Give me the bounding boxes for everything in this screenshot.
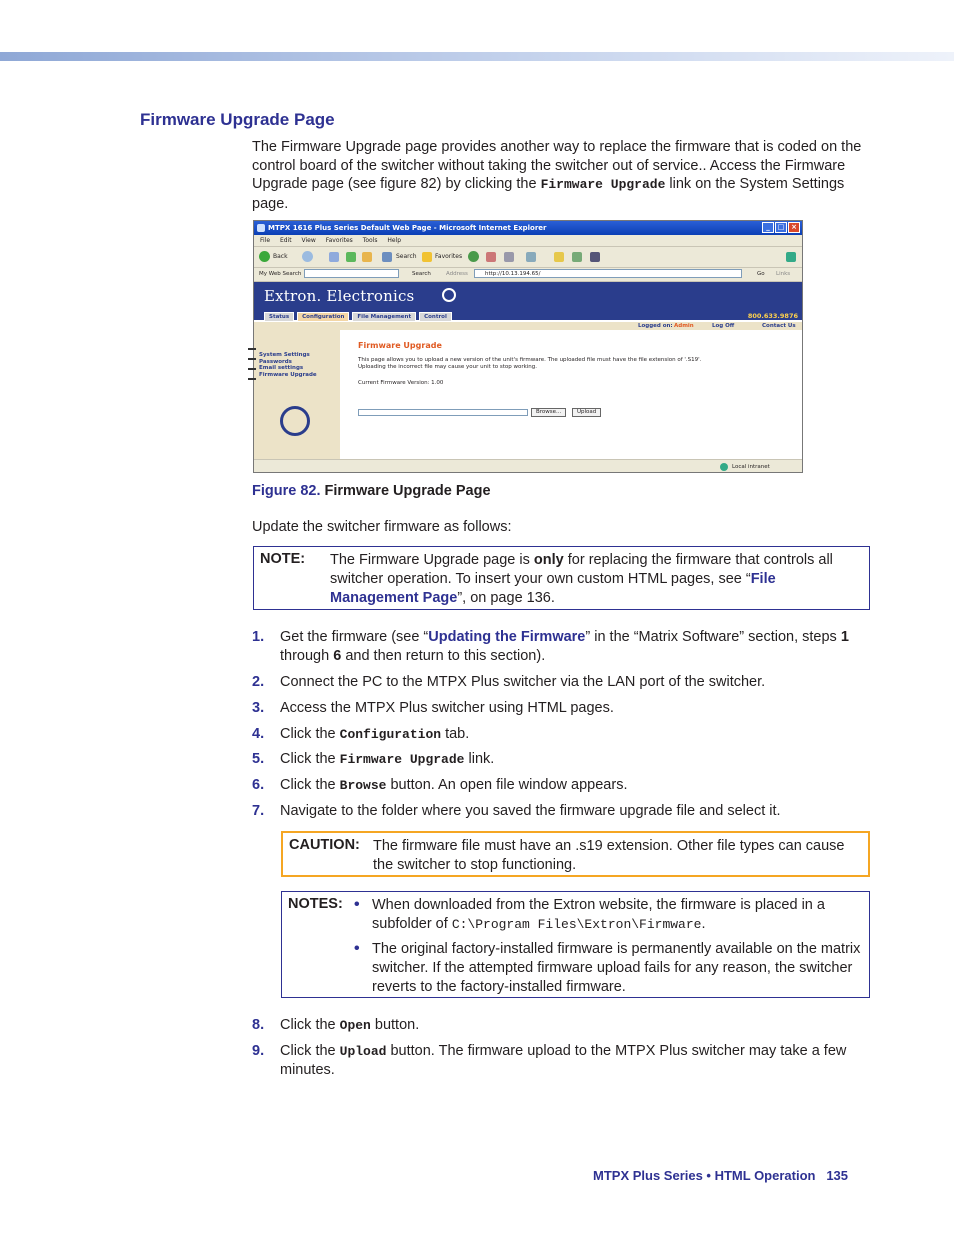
caution-box	[281, 831, 870, 877]
go-button[interactable]: Go	[757, 271, 765, 277]
notes-code: C:\Program Files\Extron\Firmware	[451, 917, 702, 932]
step-code: Configuration	[339, 727, 442, 742]
websearch-label: My Web Search	[259, 271, 302, 277]
minimize-icon[interactable]: _	[762, 222, 774, 233]
nav-tabs	[264, 312, 452, 322]
intro-text-1: The Firmware Upgrade page provides another way to replace the firmware that is coded on the control board of the switcher without taking the switcher out of service.. Access the Firmware Upgrade page (see figure 82) by clicking the	[252, 139, 862, 192]
step-text-part: and then return to this section).	[341, 648, 546, 664]
caution-label: CAUTION:	[289, 837, 360, 853]
menu-file[interactable]: File	[260, 237, 271, 244]
footer-text: MTPX Plus Series • HTML Operation	[593, 1168, 816, 1183]
notes-label: NOTES:	[288, 896, 343, 912]
contact-us-link[interactable]: Contact Us	[762, 323, 796, 329]
messenger-icon[interactable]	[572, 252, 582, 262]
search-icon[interactable]	[382, 252, 392, 262]
updating-firmware-link[interactable]: Updating the Firmware	[428, 629, 586, 645]
step-bold: 1	[840, 629, 849, 645]
notes-text-part: When downloaded from the Extron website, the firmware is placed in a subfolder of	[372, 897, 825, 932]
step-text-part: Click the	[280, 1043, 340, 1059]
edit-icon[interactable]	[526, 252, 536, 262]
step-text-part: through	[280, 648, 334, 664]
step-text	[280, 1016, 860, 1035]
back-icon[interactable]	[259, 251, 270, 262]
header-band	[0, 52, 954, 61]
note-text-2: for replacing the firmware that controls all switcher operation. To insert your own custom HTML pages, see “	[330, 552, 833, 587]
step-code: Firmware Upgrade	[339, 752, 465, 767]
figure-number: Figure 82.	[252, 483, 321, 499]
menu-tools[interactable]: Tools	[362, 237, 378, 244]
step-number: 8.	[252, 1017, 265, 1033]
side-item-passwords[interactable]: Passwords	[259, 358, 292, 365]
upload-button[interactable]: Upload	[572, 408, 601, 417]
step-text-part: Click the	[280, 1017, 340, 1033]
side-item-email-settings[interactable]: Email settings	[259, 365, 304, 371]
menu-edit[interactable]: Edit	[279, 237, 292, 244]
step-code: Browse	[339, 778, 387, 793]
step-text-part: Click the	[280, 726, 340, 742]
step-text	[280, 725, 860, 744]
stop-icon[interactable]	[329, 252, 339, 262]
tab-control[interactable]: Control	[419, 312, 452, 322]
step-number: 5.	[252, 751, 265, 767]
forward-icon[interactable]	[302, 251, 313, 262]
page-footer	[593, 1168, 848, 1183]
intranet-icon	[720, 463, 728, 471]
content-heading: Firmware Upgrade	[358, 341, 442, 350]
pointer-mark	[248, 348, 256, 350]
step-number: 6.	[252, 777, 265, 793]
step-code: Upload	[339, 1044, 387, 1059]
bullet-icon: •	[354, 896, 360, 913]
note-text-1: The Firmware Upgrade page is	[330, 552, 534, 568]
step-number: 2.	[252, 674, 265, 690]
web-page	[254, 282, 802, 459]
tab-status[interactable]: Status	[264, 312, 294, 322]
address-label: Address	[446, 271, 468, 277]
step-text-part: button. An open file window appears.	[386, 777, 628, 793]
logged-on-label: Logged on:	[638, 323, 673, 329]
side-item-system-settings[interactable]: System Settings	[259, 352, 310, 358]
step-code: Open	[339, 1018, 371, 1033]
step-text-part: Click the	[280, 751, 340, 767]
close-icon[interactable]: ×	[788, 222, 800, 233]
pointer-mark	[248, 368, 256, 370]
extron-logo-icon	[442, 288, 456, 302]
step-text-part: Get the firmware (see “	[280, 629, 429, 645]
folder-icon[interactable]	[554, 252, 564, 262]
websearch-input[interactable]	[304, 269, 399, 278]
links-label[interactable]: Links	[776, 271, 791, 277]
bullet-icon: •	[354, 940, 360, 957]
step-number: 1.	[252, 629, 265, 645]
refresh-icon[interactable]	[346, 252, 356, 262]
step-text	[280, 750, 860, 769]
pointer-mark	[248, 358, 256, 360]
notes-item-1	[372, 896, 866, 934]
menu-help[interactable]: Help	[387, 237, 402, 244]
step-text: Connect the PC to the MTPX Plus switcher via the LAN port of the switcher.	[280, 674, 766, 690]
window-title: MTPX 1616 Plus Series Default Web Page - Microsoft Internet Explorer	[268, 224, 547, 232]
extron-seal-icon	[280, 406, 310, 436]
maximize-icon[interactable]: □	[775, 222, 787, 233]
step-text-part: link.	[464, 751, 495, 767]
status-bar	[254, 459, 802, 473]
favorites-label[interactable]: Favorites	[435, 253, 463, 260]
browser-screenshot	[253, 220, 803, 473]
pointer-mark	[248, 378, 256, 380]
window-controls	[762, 222, 800, 233]
extron-logo: Extron. Electronics	[264, 287, 415, 305]
lead-text: Update the switcher firmware as follows:	[252, 519, 512, 535]
print-icon[interactable]	[504, 252, 514, 262]
step-number: 3.	[252, 700, 265, 716]
step-text	[280, 776, 860, 795]
current-version: Current Firmware Version: 1.00	[358, 380, 444, 386]
step-text-part: ” in the “Matrix Software” section, steps	[585, 629, 841, 645]
menu-bar	[254, 235, 802, 247]
note-text	[330, 551, 860, 608]
search-label[interactable]: Search	[396, 253, 417, 260]
step-text	[280, 628, 860, 666]
step-text-part: button. The firmware upload to the MTPX Plus switcher may take a few minutes.	[280, 1043, 847, 1078]
caution-text: The firmware file must have an .s19 extension. Other file types can cause the switcher to stop functioning.	[373, 838, 845, 873]
file-path-input[interactable]	[358, 409, 528, 416]
address-input[interactable]: http://10.13.194.65/	[474, 269, 742, 278]
websearch-button[interactable]: Search	[412, 271, 431, 277]
toolbar	[254, 247, 802, 268]
session-bar	[254, 322, 802, 330]
content-line-1: This page allows you to upload a new version of the unit's firmware. The uploaded file must have the file extension of '.S19'.	[358, 357, 702, 363]
page-number: 135	[826, 1168, 849, 1183]
back-label[interactable]: Back	[273, 253, 288, 260]
step-bold: 6	[333, 648, 342, 664]
address-bar	[254, 267, 802, 282]
content-line-2: Uploading the incorrect file may cause your unit to stop working.	[358, 364, 538, 370]
figure-caption-text: Firmware Upgrade Page	[324, 483, 491, 499]
notes-item-2: The original factory-installed firmware is permanently available on the matrix switcher. If the attempted firmware upload fails for any reason, the switcher reverts to the factory-installed firmware.	[372, 941, 861, 995]
browse-button[interactable]: Browse...	[531, 408, 566, 417]
home-icon[interactable]	[362, 252, 372, 262]
notes-box	[281, 891, 870, 998]
step-number: 7.	[252, 803, 265, 819]
window-titlebar	[254, 221, 802, 235]
figure-caption	[252, 483, 491, 499]
note-text-3: ”, on page 136.	[457, 590, 555, 606]
step-number: 4.	[252, 726, 265, 742]
step-text-part: button.	[370, 1017, 420, 1033]
file-management-link[interactable]: File Management Page	[330, 571, 776, 606]
log-off-link[interactable]: Log Off	[712, 323, 735, 329]
intro-text-2: link on the System Settings page.	[252, 176, 845, 212]
throbber-icon	[786, 252, 796, 262]
toolbar-extra-icon[interactable]	[590, 252, 600, 262]
side-nav-items	[259, 352, 317, 378]
tab-configuration[interactable]: Configuration	[297, 312, 349, 322]
phone-number: 800.633.9876	[747, 312, 798, 320]
note-box	[253, 546, 870, 610]
step-text	[280, 1042, 860, 1080]
step-text-part: tab.	[441, 726, 470, 742]
section-title: Firmware Upgrade Page	[140, 110, 335, 129]
mail-icon[interactable]	[486, 252, 496, 262]
notes-text-part: .	[701, 916, 706, 932]
status-zone: Local intranet	[732, 464, 770, 470]
logged-user: Admin	[674, 323, 694, 329]
intro-paragraph	[252, 138, 862, 213]
step-text: Navigate to the folder where you saved the firmware upgrade file and select it.	[280, 803, 781, 819]
side-item-firmware-upgrade[interactable]: Firmware Upgrade	[259, 371, 317, 378]
ie-icon	[257, 224, 265, 232]
tab-file-management[interactable]: File Management	[352, 312, 416, 322]
step-number: 9.	[252, 1043, 265, 1059]
content-area	[358, 342, 798, 387]
favorites-icon[interactable]	[422, 252, 432, 262]
menu-view[interactable]: View	[301, 237, 316, 244]
note-label: NOTE:	[260, 551, 306, 567]
history-icon[interactable]	[468, 251, 479, 262]
intro-code: Firmware Upgrade	[540, 177, 666, 192]
step-text-part: Click the	[280, 777, 340, 793]
step-text: Access the MTPX Plus switcher using HTML pages.	[280, 700, 614, 716]
menu-favorites[interactable]: Favorites	[325, 237, 353, 244]
side-nav	[254, 330, 340, 459]
note-bold: only	[533, 552, 564, 568]
